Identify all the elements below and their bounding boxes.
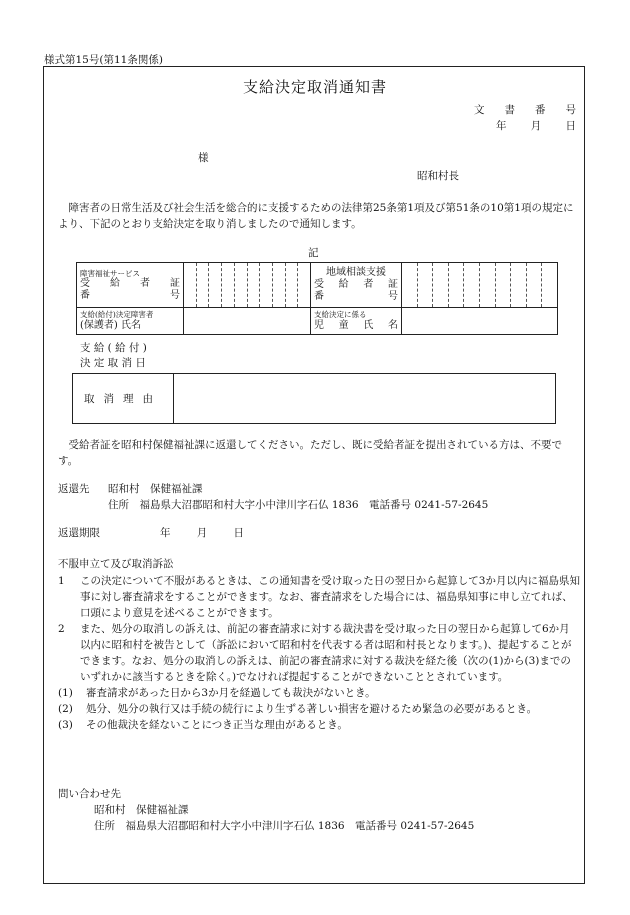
recipient-info-table: [76, 262, 558, 335]
list-item: (2) 処分、処分の執行又は手続の続行により生ずる著しい損害を避けるため緊急の必要があるとき。: [58, 703, 538, 715]
contact-address: 住所 福島県大沼郡昭和村大字小中津川字石仏 1836 電話番号 0241-57-2645: [94, 820, 475, 832]
doc-number-label: 文 書 番 号: [474, 104, 576, 116]
document-title: 支給決定取消通知書: [242, 78, 387, 96]
return-deadline-label: 返還期限: [58, 527, 100, 539]
consult-cert-label: 地域相談支援 受 給 者 証 番 号: [311, 263, 402, 308]
return-to-label: 返還先: [58, 483, 90, 495]
child-name-label: 支給決定に係る 児 童 氏 名: [311, 308, 402, 335]
service-cert-label: 障害福祉サービス 受 給 者 証 番 号: [77, 263, 184, 308]
intro-paragraph: 障害者の日常生活及び社会生活を総合的に支援するための法律第25条第1項及び第51条の10第1項の規定により、下記のとおり支給決定を取り消しましたので通知します。: [58, 202, 574, 230]
child-name-field[interactable]: [402, 308, 558, 335]
cancel-reason-label: 取消理由: [73, 374, 174, 423]
date-label: 年 月 日: [496, 120, 576, 132]
addressee-suffix: 様: [198, 152, 209, 164]
document-frame: [43, 66, 585, 884]
issuer-name: 昭和村長: [417, 170, 459, 182]
cancel-reason-box: [72, 373, 556, 424]
ki-mark: 記: [308, 247, 319, 259]
cancel-date-label-2: 決 定 取 消 日: [80, 357, 146, 369]
appeal-heading: 不服申立て及び取消訴訟: [58, 558, 174, 570]
appeal-list: [58, 573, 580, 733]
contact-dept: 昭和村 保健福祉課: [94, 804, 189, 816]
recipient-name-label: 支給(給付)決定障害者 (保護者) 氏名: [77, 308, 184, 335]
cancel-date-label-1: 支 給 ( 給 付 ): [80, 342, 147, 354]
service-cert-number-field[interactable]: [184, 263, 311, 308]
cancel-reason-field[interactable]: [174, 374, 555, 423]
return-deadline-date: 年 月 日: [160, 527, 244, 539]
list-item: (3) その他裁決を経ないことにつき正当な理由があるとき。: [58, 719, 348, 731]
list-item: 2 また、処分の取消しの訴えは、前記の審査請求に対する裁決書を受け取った日の翌日から起算して6か月以内に昭和村を被告として（訴訟において昭和村を代表する者は昭和村長となります。)、提起することができます。なお、処分の取消しの訴えは、前記の審査請求に対する裁決を経た後（次の(1)から(3)までのいずれかに該当するときを除く。)でなければ提起することができないこととされています。: [58, 623, 572, 683]
form-number: 様式第15号(第11条関係): [44, 54, 163, 66]
list-item: 1 この決定について不服があるときは、この通知書を受け取った日の翌日から起算して3か月以内に福島県知事に対し審査請求をすることができます。なお、審査請求をした場合には、福島県知事に申し立てれば、口頭により意見を述べることができます。: [58, 575, 580, 619]
recipient-name-field[interactable]: [184, 308, 311, 335]
return-notice: 受給者証を昭和村保健福祉課に返還してください。ただし、既に受給者証を提出されている方は、不要です。: [58, 439, 562, 467]
contact-heading: 問い合わせ先: [58, 788, 121, 800]
return-to-address: 住所 福島県大沼郡昭和村大字小中津川字石仏 1836 電話番号 0241-57-2645: [108, 499, 489, 511]
list-item: (1) 審査請求があった日から3か月を経過しても裁決がないとき。: [58, 687, 376, 699]
consult-cert-number-field[interactable]: [402, 263, 558, 308]
return-to-dept: 昭和村 保健福祉課: [108, 483, 203, 495]
